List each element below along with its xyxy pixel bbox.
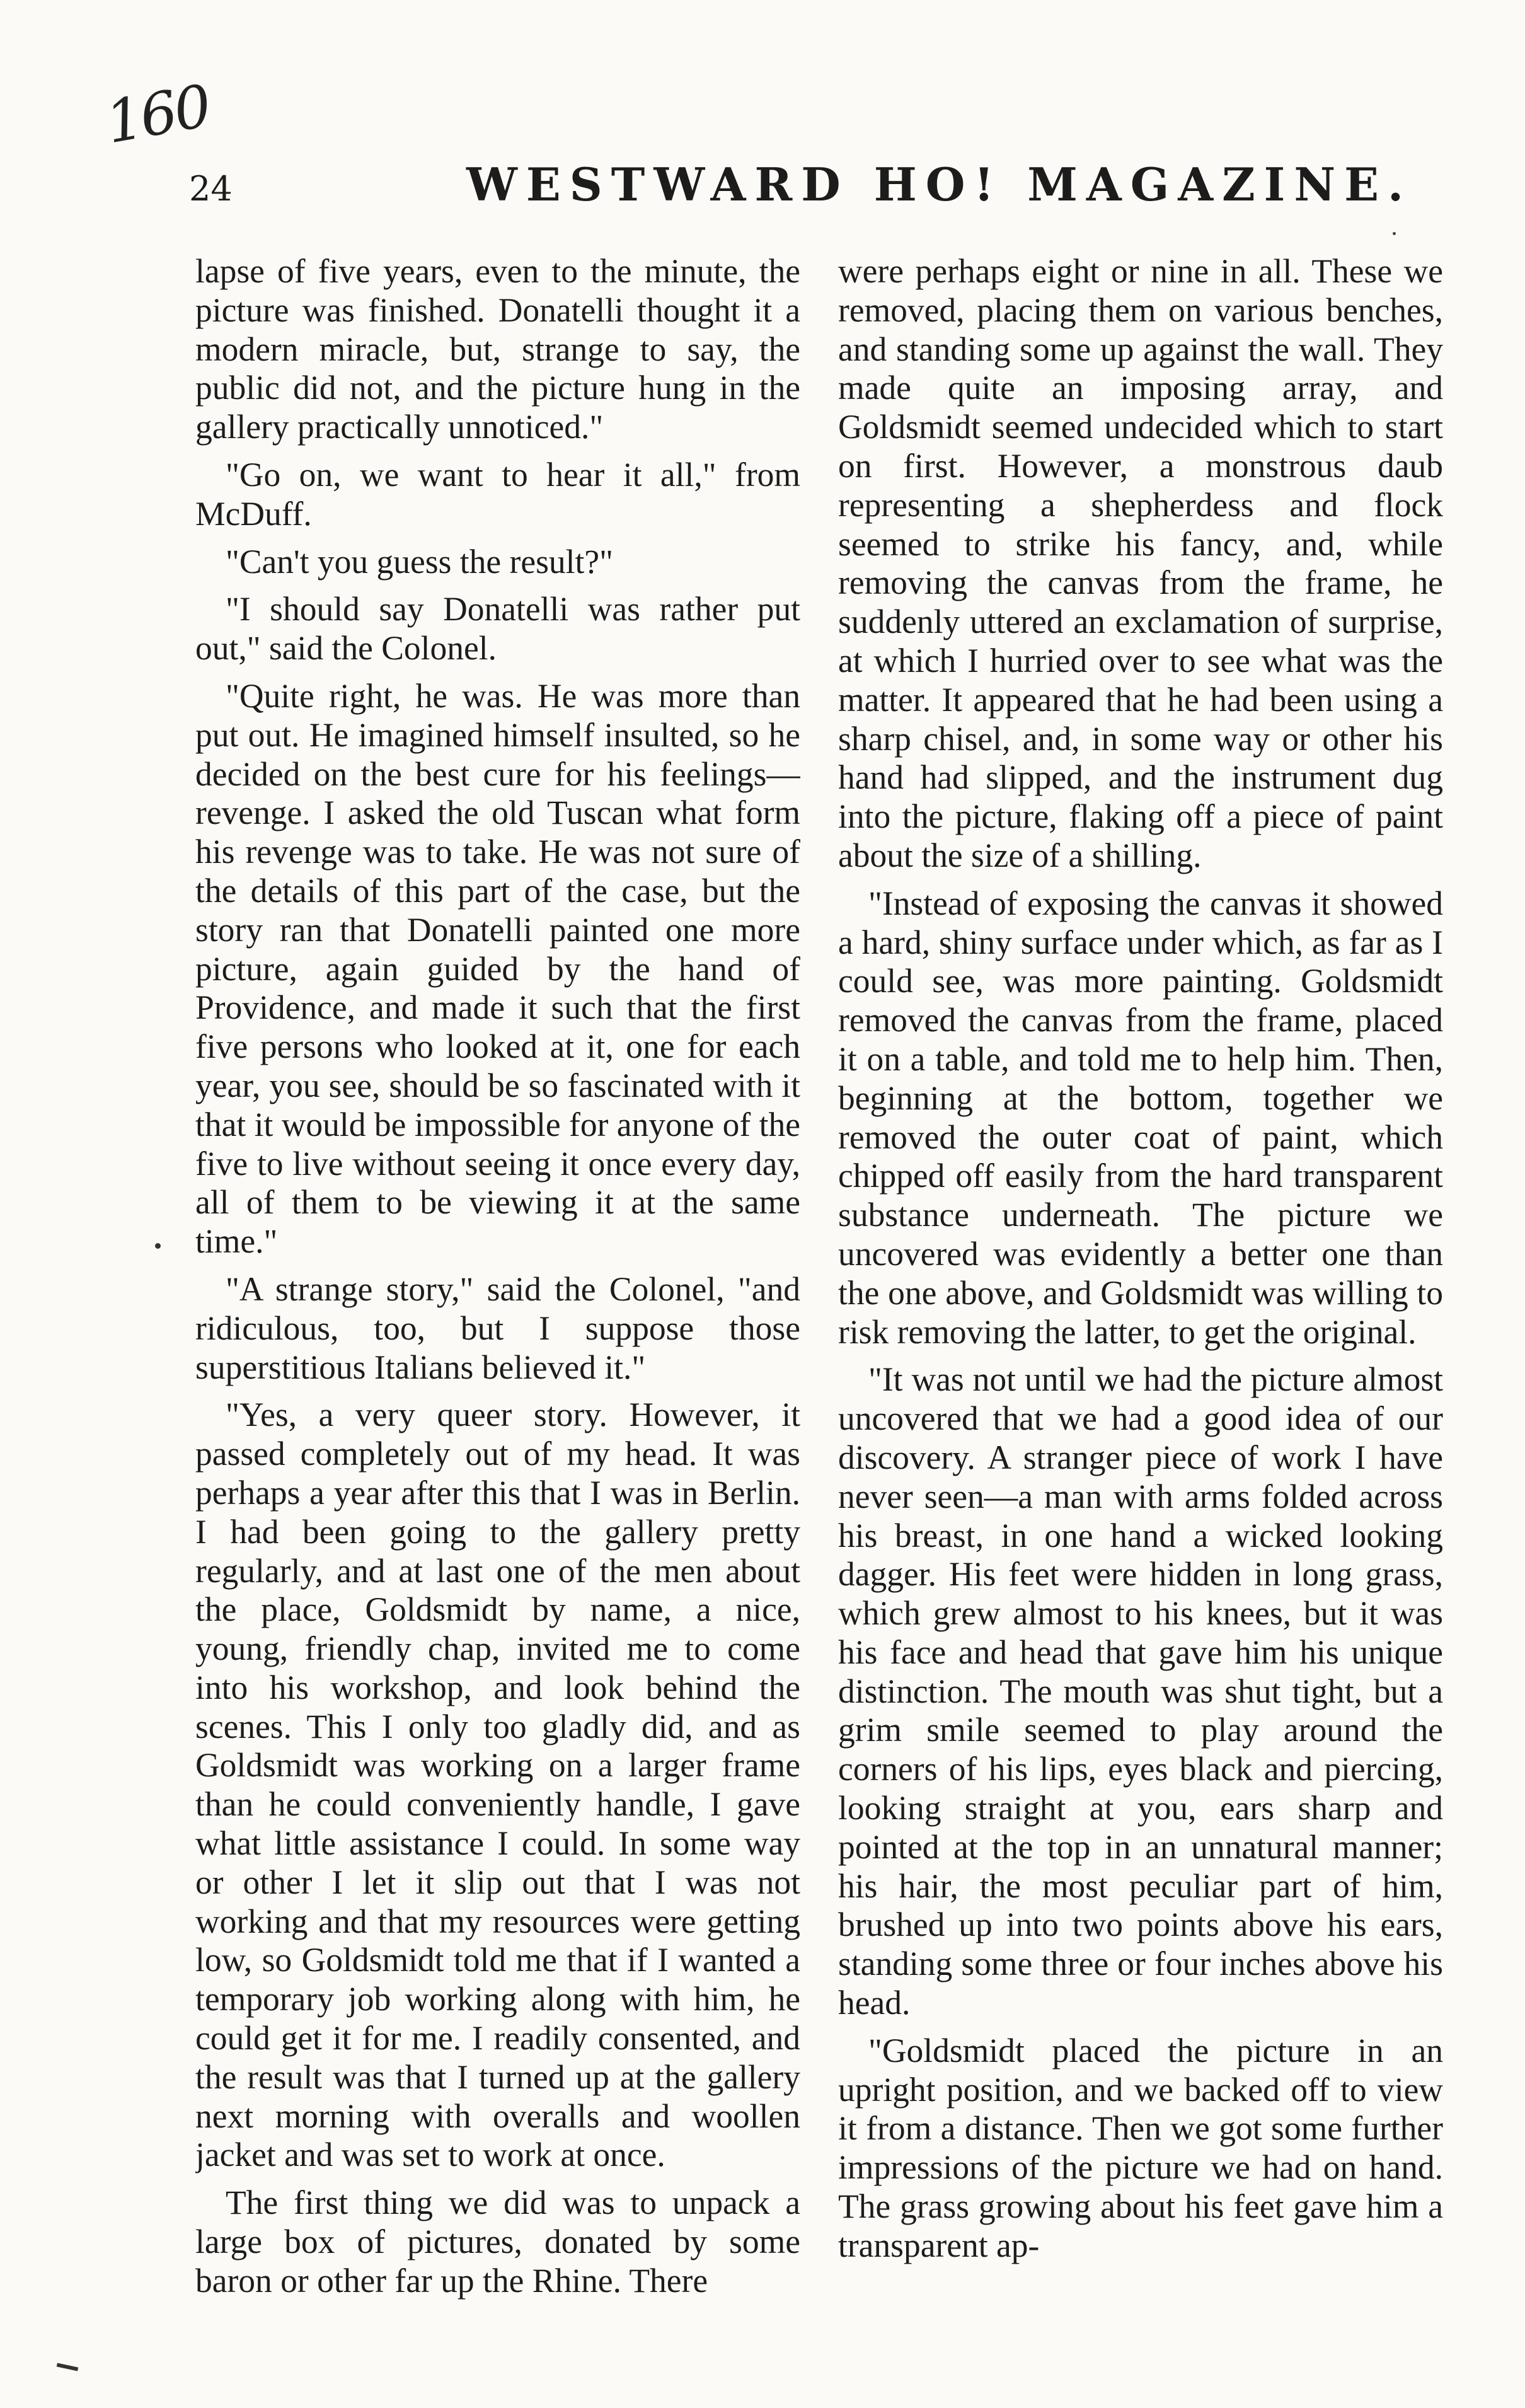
margin-mark	[155, 1243, 161, 1249]
handwritten-annotation: 160	[100, 72, 214, 157]
paragraph: "A strange story," said the Colonel, "and ridiculous, too, but I suppose those superstitious Italians believed it."	[195, 1270, 800, 1386]
paragraph: "Can't you guess the result?"	[226, 542, 613, 581]
paragraph: "Quite right, he was. He was more than put out. He imagined himself insulted, so he decided on the best cure for his feelings—revenge. I asked the old Tuscan what form his revenge was to take. He was not sure of the details of this part of the case, but the story ran that Donatelli painted one more picture, again guided by the hand of Providence, and made it such that the first five persons who looked at it, one for each year, you see, should be so fascinated with it that it would be impossible for anyone of the five to live without seeing it once every day, all of them to be viewing it at the same time."	[195, 676, 800, 1261]
running-title: WESTWARD HO! MAGAZINE.	[466, 158, 1413, 211]
paragraph: "Instead of exposing the canvas it showed a hard, shiny surface under which, as far as I could see, was more painting. Goldsmidt removed the canvas from the frame, placed it on a table, and told me to help him. Then, beginning at the bottom, together we removed the outer coat of paint, which chipped off easily from the hard transparent substance underneath. The picture we uncovered was evidently a better one than the one above, and Goldsmidt was willing to risk removing the latter, to get the original.	[838, 884, 1443, 1351]
paragraph: lapse of five years, even to the minute, the picture was finished. Donatelli thought it a modern miracle, but, strange to say, the public did not, and the picture hung in the gallery practically unnoticed."	[195, 252, 800, 446]
right-column	[838, 252, 1443, 2345]
left-column	[195, 252, 800, 2345]
page-number: 24	[189, 169, 233, 209]
page-header	[189, 158, 1449, 214]
paragraph: "Yes, a very queer story. However, it passed completely out of my head. It was perhaps a year after this that I was in Berlin. I had been going to the gallery pretty regularly, and at last one of the men about the place, Goldsmidt by name, a nice, young, friendly chap, invited me to come into his workshop, and look behind the scenes. This I only too gladly did, and as Goldsmidt was working on a larger frame than he could conveniently handle, I gave what little assistance I could. In some way or other I let it slip out that I was not working and that my resources were getting low, so Goldsmidt told me that if I wanted a temporary job working along with him, he could get it for me. I readily consented, and the result was that I turned up at the gallery next morning with overalls and woollen jacket and was set to work at once.	[195, 1396, 800, 2174]
paragraph: "It was not until we had the picture almost uncovered that we had a good idea of our discovery. A stranger piece of work I have never seen—a man with arms folded across his breast, in one hand a wicked looking dagger. His feet were hidden in long grass, which grew almost to his knees, but it was his face and head that gave him his unique distinction. The mouth was shut tight, but a grim smile seemed to play around the corners of his lips, eyes black and piercing, looking straight at you, ears sharp and pointed at the top in an unnatural manner; his hair, the most peculiar part of him, brushed up into two points above his ears, standing some three or four inches above his head.	[838, 1360, 1443, 2022]
paragraph: "I should say Donatelli was rather put out," said the Colonel.	[195, 590, 800, 668]
ink-speck	[1393, 232, 1396, 235]
paragraph: "Go on, we want to hear it all," from McDuff.	[195, 455, 800, 533]
paragraph: The first thing we did was to unpack a large box of pictures, donated by some baron or other far up the Rhine. There	[195, 2184, 800, 2300]
paragraph: "Goldsmidt placed the picture in an upright position, and we backed off to view it from a distance. Then we got some further impressions of the picture we had on hand. The grass growing about his feet gave him a transparent ap-	[838, 2031, 1443, 2264]
paragraph: were perhaps eight or nine in all. These we removed, placing them on various benches, and standing some up against the wall. They made quite an imposing array, and Goldsmidt seemed undecided which to start on first. However, a monstrous daub representing a shepherdess and flock seemed to strike his fancy, and, while removing the canvas from the frame, he suddenly uttered an exclamation of surprise, at which I hurried over to see what was the matter. It appeared that he had been using a sharp chisel, and, in some way or other his hand had slipped, and the instrument dug into the picture, flaking off a piece of paint about the size of a shilling.	[838, 252, 1443, 874]
margin-mark	[57, 2363, 79, 2371]
